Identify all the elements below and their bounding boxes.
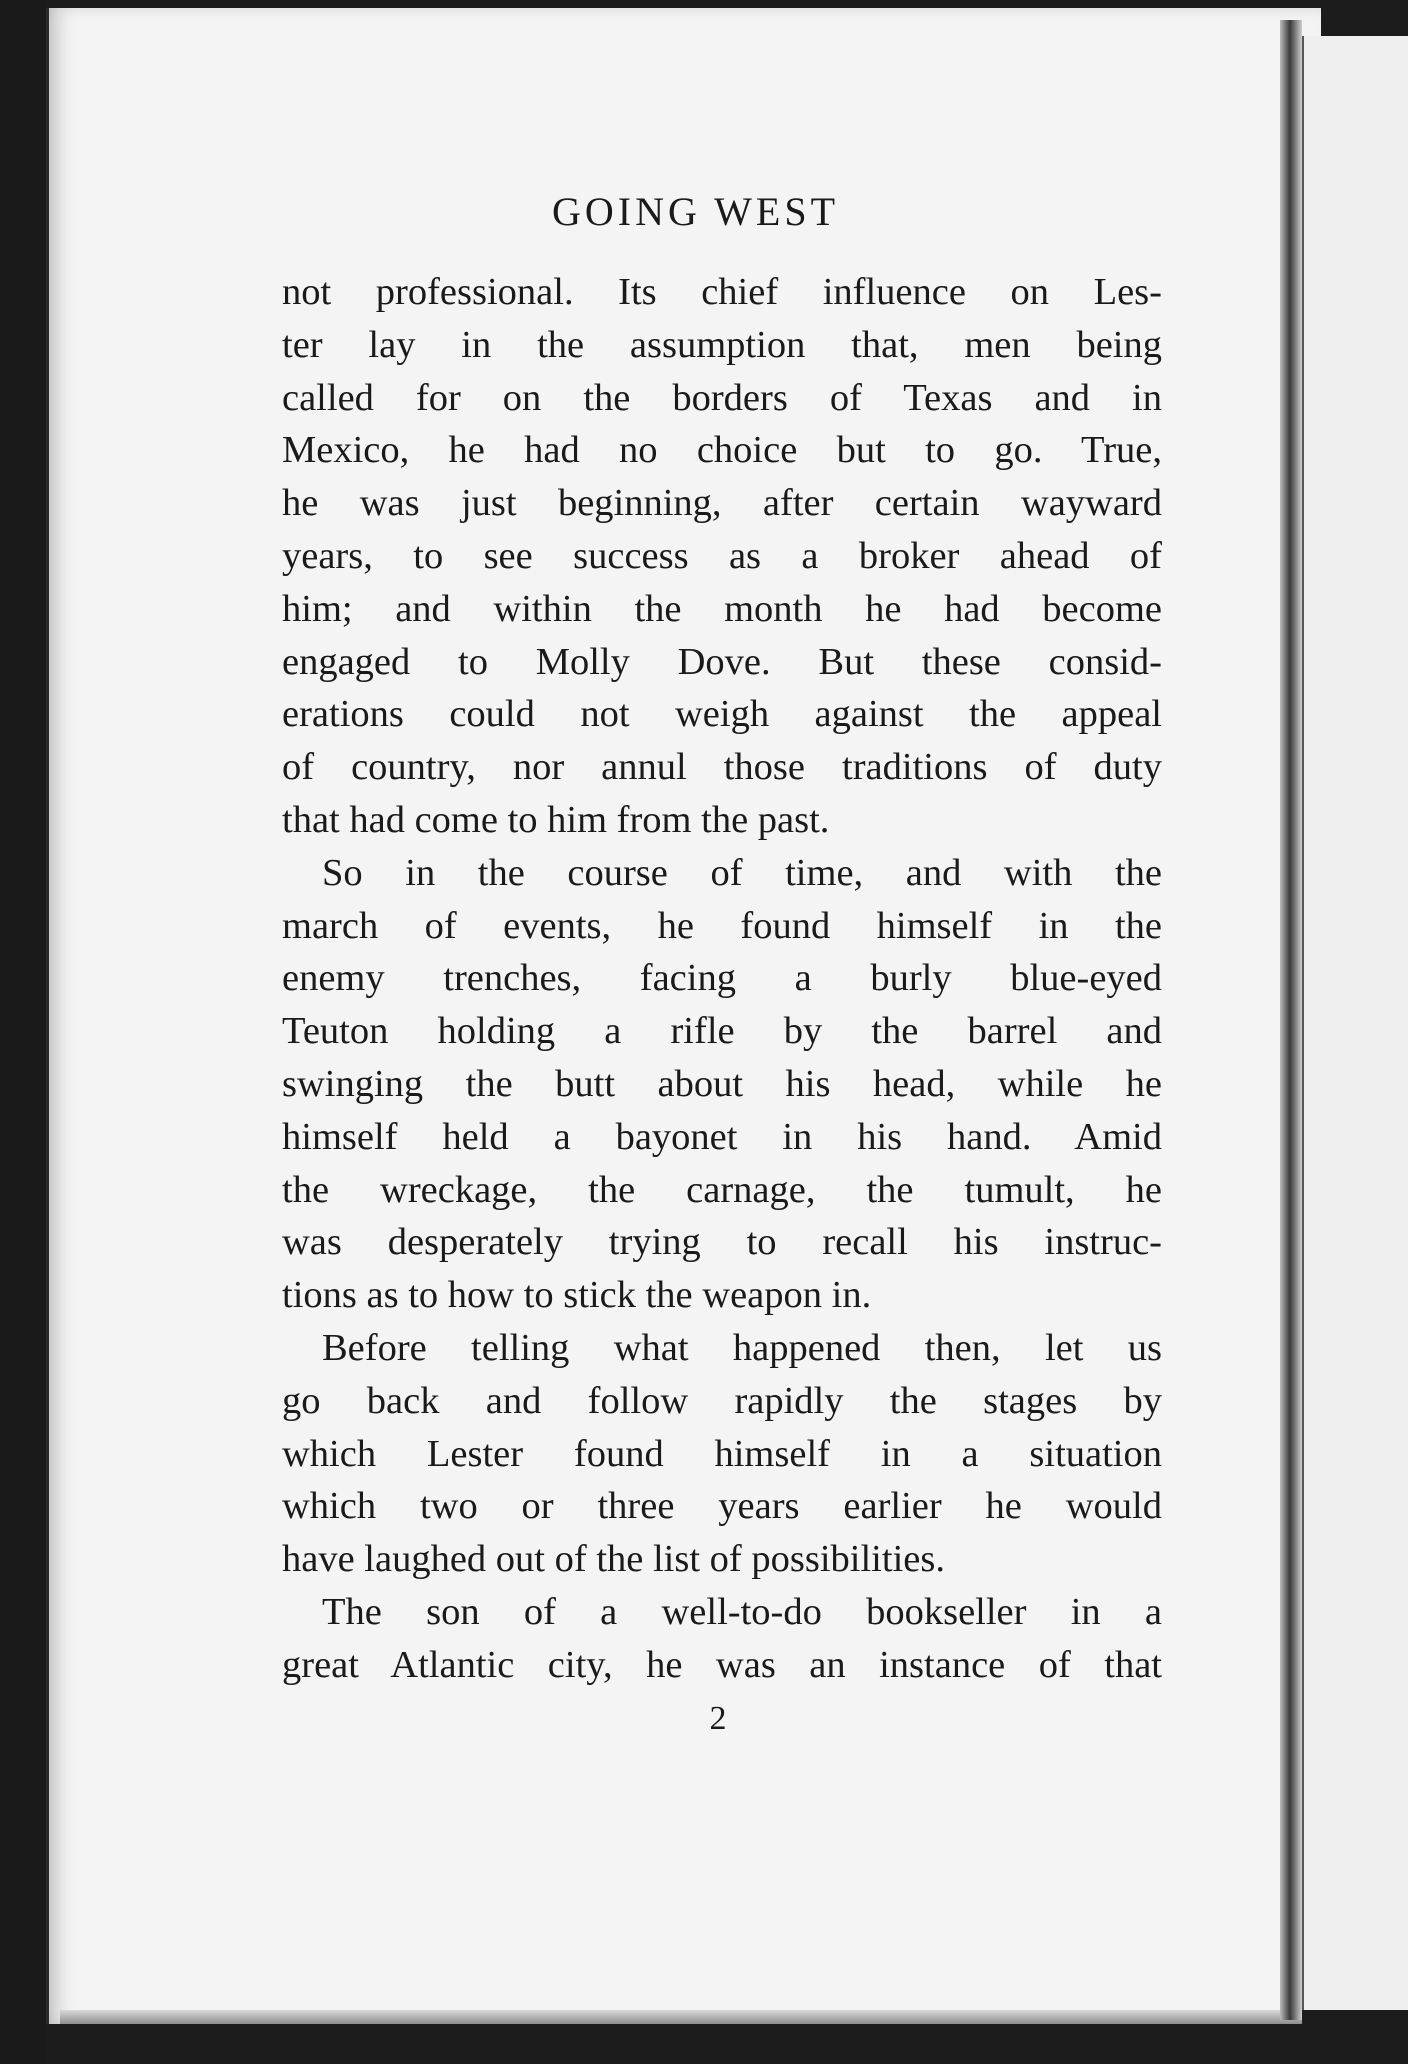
text-line: great Atlantic city, he was an instance of that: [282, 1643, 1162, 1686]
scan-background: [1302, 2010, 1408, 2064]
book-gutter: [1280, 20, 1302, 2020]
body-text: [282, 266, 1162, 1692]
text-line: swinging the butt about his head, while he: [282, 1062, 1162, 1105]
text-line: was desperately trying to recall his instruc-: [282, 1221, 1162, 1264]
text-line: Before telling what happened then, let us: [322, 1326, 1162, 1369]
text-line: erations could not weigh against the appeal: [282, 693, 1162, 736]
text-line: march of events, he found himself in the: [282, 904, 1162, 947]
book-spine-shadow: [0, 0, 46, 2064]
text-line: he was just beginning, after certain wayward: [282, 482, 1162, 525]
text-line: tions as to how to stick the weapon in.: [282, 1274, 872, 1317]
text-line: enemy trenches, facing a burly blue-eyed: [282, 957, 1162, 1000]
text-line: the wreckage, the carnage, the tumult, he: [282, 1168, 1162, 1211]
text-line: Mexico, he had no choice but to go. True,: [282, 429, 1162, 472]
text-line: Teuton holding a rifle by the barrel and: [282, 1010, 1162, 1053]
text-line: years, to see success as a broker ahead of: [282, 534, 1162, 577]
text-line: engaged to Molly Dove. But these consid-: [282, 640, 1162, 683]
text-line: himself held a bayonet in his hand. Amid: [282, 1115, 1162, 1158]
text-line: go back and follow rapidly the stages by: [282, 1379, 1162, 1422]
page-bottom-edge: [60, 2010, 1310, 2024]
text-line: not professional. Its chief influence on Les-: [282, 271, 1162, 313]
text-line: which Lester found himself in a situation: [282, 1432, 1162, 1475]
text-line: The son of a well-to-do bookseller in a: [322, 1590, 1162, 1633]
facing-page-edge: [1302, 36, 1408, 2036]
text-line: called for on the borders of Texas and in: [282, 376, 1162, 419]
running-head: GOING WEST: [552, 189, 840, 234]
text-line: have laughed out of the list of possibilities.: [282, 1538, 945, 1581]
text-line: ter lay in the assumption that, men being: [282, 323, 1162, 366]
page-number: 2: [709, 1699, 727, 1737]
text-line: So in the course of time, and with the: [322, 851, 1162, 894]
text-line: that had come to him from the past.: [282, 798, 830, 841]
text-line: which two or three years earlier he would: [282, 1485, 1162, 1528]
text-line: him; and within the month he had become: [282, 587, 1162, 630]
text-line: of country, nor annul those traditions of duty: [282, 746, 1162, 789]
